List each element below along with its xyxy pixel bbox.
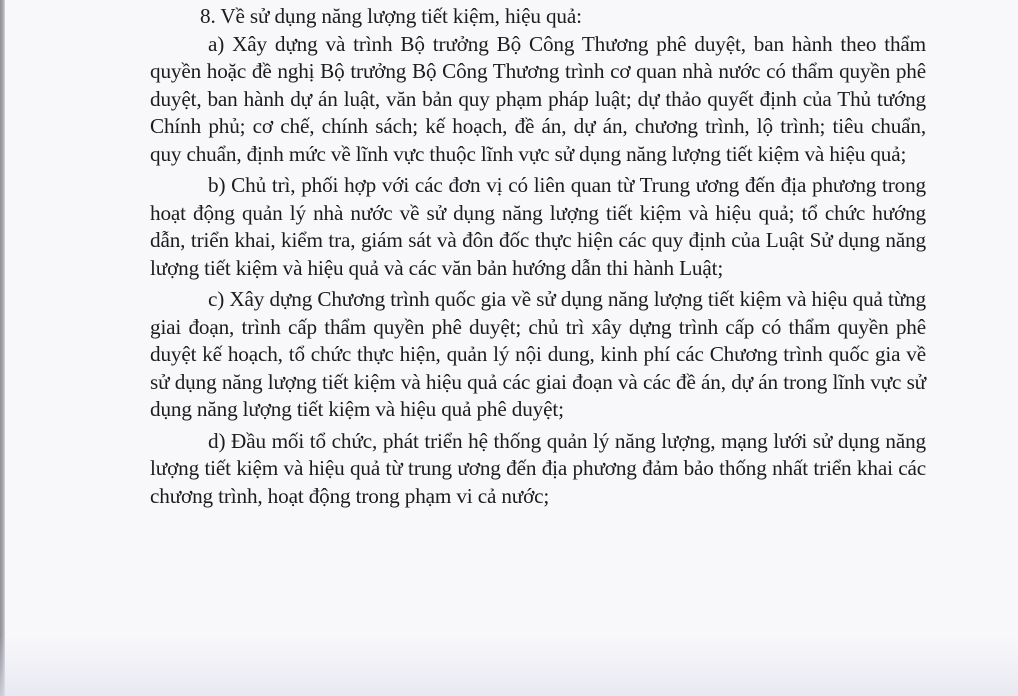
scan-page-edge (0, 0, 5, 696)
document-page (150, 0, 926, 510)
paragraph-a: a) Xây dựng và trình Bộ trưởng Bộ Công Thương phê duyệt, ban hành theo thẩm quyền hoặc đề nghị Bộ trưởng Bộ Công Thương trình cơ quan nhà nước có thẩm quyền phê duyệt, ban hành dự án luật, văn bản quy phạm pháp luật; dự thảo quyết định của Thủ tướng Chính phủ; cơ chế, chính sách; kế hoạch, đề án, dự án, chương trình, lộ trình; tiêu chuẩn, quy chuẩn, định mức về lĩnh vực thuộc lĩnh vực sử dụng năng lượng tiết kiệm và hiệu quả; (150, 31, 926, 166)
paragraph-d: d) Đầu mối tổ chức, phát triển hệ thống quản lý năng lượng, mạng lưới sử dụng năng lượng tiết kiệm và hiệu quả từ trung ương đến địa phương đảm bảo thống nhất triển khai các chương trình, hoạt động trong phạm vi cả nước; (150, 428, 926, 508)
section-heading: 8. Về sử dụng năng lượng tiết kiệm, hiệu quả: (200, 4, 582, 28)
paragraph-b: b) Chủ trì, phối hợp với các đơn vị có liên quan từ Trung ương đến địa phương trong hoạt động quản lý nhà nước về sử dụng năng lượng tiết kiệm và hiệu quả; tổ chức hướng dẫn, triển khai, kiểm tra, giám sát và đôn đốc thực hiện các quy định của Luật Sử dụng năng lượng tiết kiệm và hiệu quả và các văn bản hướng dẫn thi hành Luật; (150, 173, 926, 280)
scan-shadow (0, 636, 1018, 696)
paragraph-c: c) Xây dựng Chương trình quốc gia về sử dụng năng lượng tiết kiệm và hiệu quả từng giai đoạn, trình cấp thẩm quyền phê duyệt; chủ trì xây dựng trình cấp có thẩm quyền phê duyệt kế hoạch, tổ chức thực hiện, quản lý nội dung, kinh phí các Chương trình quốc gia về sử dụng năng lượng tiết kiệm và hiệu quả các giai đoạn và các đề án, dự án trong lĩnh vực sử dụng năng lượng tiết kiệm và hiệu quả phê duyệt; (150, 287, 926, 421)
